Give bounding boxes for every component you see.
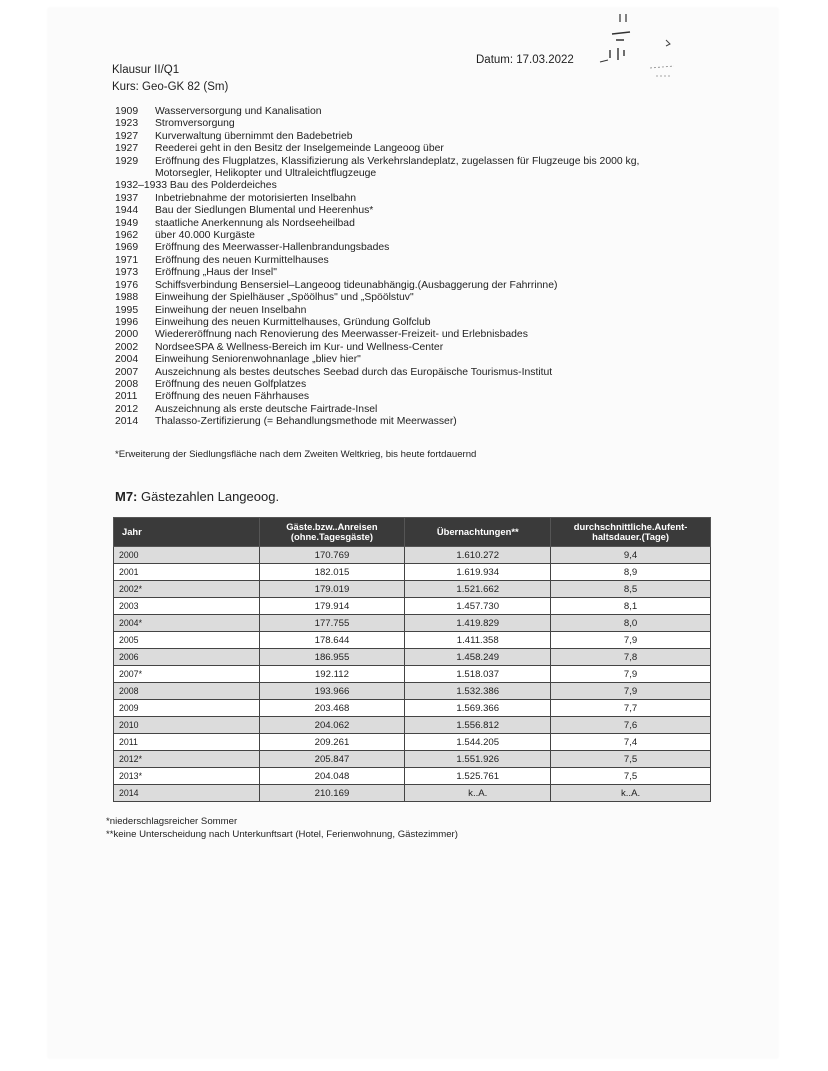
chronology-item [115,205,639,217]
chronology-list [115,106,639,429]
chronology-event: Bau der Siedlungen Blumental und Heerenhus* [155,205,374,217]
handwritten-scribble [590,10,680,80]
chronology-event: Einweihung der neuen Inselbahn [155,304,307,316]
chronology-item [115,168,639,180]
chronology-event: über 40.000 Kurgäste [155,230,255,242]
cell-jahr: 2003 [114,598,260,615]
cell-aufenthaltsdauer: 7,5 [551,751,711,768]
chronology-year: 1995 [115,304,139,316]
chronology-item [115,106,639,118]
chronology-item [115,255,639,267]
chronology-event: Thalasso-Zertifizierung (= Behandlungsmethode mit Meerwasser) [155,416,457,428]
chronology-event: Schiffsverbindung Bensersiel–Langeoog tideunabhängig.(Ausbaggerung der Fahrrinne) [155,279,558,291]
cell-gaeste: 209.261 [259,734,405,751]
chronology-year: 1937 [115,192,139,204]
cell-aufenthaltsdauer: 8,9 [551,564,711,581]
chronology-item [115,379,639,391]
cell-uebernachtungen: 1.556.812 [405,717,551,734]
cell-jahr: 2006 [114,649,260,666]
chronology-item [115,242,639,254]
chronology-event: Auszeichnung als erste deutsche Fairtrade-Insel [155,403,378,415]
cell-gaeste: 205.847 [259,751,405,768]
cell-jahr: 2007* [114,666,260,683]
footnote-2: **keine Unterscheidung nach Unterkunftsart (Hotel, Ferienwohnung, Gästezimmer) [106,828,458,840]
cell-jahr: 2013* [114,768,260,785]
chronology-year: 1932–1933 [115,180,168,192]
cell-aufenthaltsdauer: 7,8 [551,649,711,666]
chronology-event: Inbetriebnahme der motorisierten Inselbahn [155,192,357,204]
m7-label: M7: [115,489,138,504]
chronology-year: 1988 [115,292,139,304]
table-footnotes [106,816,458,841]
cell-gaeste: 192.112 [259,666,405,683]
table-row [114,768,711,785]
chronology-event: Eröffnung des Flugplatzes, Klassifizierung als Verkehrslandeplatz, zugelassen für Flugzeuge bis 2000 kg, [155,155,640,167]
chronology-event: Kurverwaltung übernimmt den Badebetrieb [155,130,353,142]
cell-gaeste: 178.644 [259,632,405,649]
cell-uebernachtungen: 1.551.926 [405,751,551,768]
table-row [114,700,711,717]
chronology-event: Eröffnung „Haus der Insel" [155,267,277,279]
chronology-item [115,404,639,416]
table-row [114,632,711,649]
chronology-item [115,416,639,428]
chronology-event: Eröffnung des neuen Golfplatzes [155,378,307,390]
chronology-event: Eröffnung des Meerwasser-Hallenbrandungsbades [155,242,390,254]
chronology-year: 1996 [115,316,139,328]
chronology-event: Bau des Polderdeiches [169,180,277,192]
cell-aufenthaltsdauer: 7,9 [551,666,711,683]
chronology-item [115,292,639,304]
chronology-year: 2014 [115,416,139,428]
cell-jahr: 2011 [114,734,260,751]
cell-jahr: 2005 [114,632,260,649]
header-aufenthaltsdauer: durchschnittliche.Aufent- haltsdauer.(Tage) [551,518,711,547]
chronology-year: 1923 [115,118,139,130]
chronology-year: 1973 [115,267,139,279]
cell-jahr: 2009 [114,700,260,717]
cell-gaeste: 203.468 [259,700,405,717]
footnote-1: *niederschlagsreicher Sommer [106,816,238,827]
chronology-event: Wasserversorgung und Kanalisation [155,106,322,117]
table-row [114,598,711,615]
cell-uebernachtungen: 1.544.205 [405,734,551,751]
chronology-year: 1929 [115,155,139,167]
cell-uebernachtungen: 1.458.249 [405,649,551,666]
chronology-footnote: *Erweiterung der Siedlungsfläche nach dem Zweiten Weltkrieg, bis heute fortdauernd [115,449,477,460]
cell-jahr: 2001 [114,564,260,581]
table-row [114,547,711,564]
chronology-year: 2004 [115,354,139,366]
cell-aufenthaltsdauer: 8,1 [551,598,711,615]
table-row [114,666,711,683]
cell-gaeste: 210.169 [259,785,405,802]
cell-aufenthaltsdauer: 8,0 [551,615,711,632]
table-row [114,785,711,802]
cell-jahr: 2000 [114,547,260,564]
chronology-year: 1962 [115,230,139,242]
chronology-item [115,230,639,242]
chronology-year: 1949 [115,217,139,229]
cell-uebernachtungen: 1.521.662 [405,581,551,598]
chronology-event: Einweihung Seniorenwohnanlage „bliev hier" [155,354,361,366]
cell-uebernachtungen: 1.525.761 [405,768,551,785]
table-row [114,649,711,666]
chronology-year: 1971 [115,254,139,266]
chronology-item [115,354,639,366]
cell-gaeste: 204.062 [259,717,405,734]
cell-jahr: 2004* [114,615,260,632]
cell-uebernachtungen: 1.419.829 [405,615,551,632]
course-header [112,62,228,96]
cell-jahr: 2002* [114,581,260,598]
chronology-year: 2000 [115,329,139,341]
chronology-year: 1909 [115,106,139,117]
cell-aufenthaltsdauer: 7,6 [551,717,711,734]
chronology-event: NordseeSPA & Wellness-Bereich im Kur- und Wellness-Center [155,341,444,353]
chronology-year: 1944 [115,205,139,217]
cell-uebernachtungen: 1.619.934 [405,564,551,581]
cell-aufenthaltsdauer: 7,9 [551,683,711,700]
cell-gaeste: 186.955 [259,649,405,666]
cell-uebernachtungen: k..A. [405,785,551,802]
table-row [114,615,711,632]
cell-aufenthaltsdauer: 7,9 [551,632,711,649]
cell-gaeste: 204.048 [259,768,405,785]
chronology-year: 1969 [115,242,139,254]
date-label: Datum: 17.03.2022 [476,54,574,66]
table-row [114,683,711,700]
chronology-item [115,180,639,192]
cell-aufenthaltsdauer: 7,4 [551,734,711,751]
chronology-year: 2008 [115,378,139,390]
chronology-year: 1927 [115,143,139,155]
cell-uebernachtungen: 1.532.386 [405,683,551,700]
table-row [114,581,711,598]
cell-gaeste: 193.966 [259,683,405,700]
cell-gaeste: 177.755 [259,615,405,632]
chronology-item [115,329,639,341]
course-label: Kurs: Geo-GK 82 (Sm) [112,81,229,93]
chronology-item [115,317,639,329]
cell-jahr: 2014 [114,785,260,802]
guest-statistics-table [113,517,711,802]
chronology-event: Einweihung der Spielhäuser „Spöölhus" und „Spöölstuv" [155,292,414,304]
chronology-event: Einweihung des neuen Kurmittelhauses, Gründung Golfclub [155,316,431,328]
cell-gaeste: 170.769 [259,547,405,564]
chronology-event: Wiedereröffnung nach Renovierung des Meerwasser-Freizeit- und Erlebnisbades [155,329,528,341]
chronology-event: Auszeichnung als bestes deutsches Seebad durch das Europäische Tourismus-Institut [155,366,553,378]
chronology-item [115,156,639,168]
chronology-year: 2012 [115,403,139,415]
cell-uebernachtungen: 1.518.037 [405,666,551,683]
chronology-item [115,342,639,354]
chronology-event: Reederei geht in den Besitz der Inselgemeinde Langeoog über [155,143,444,155]
chronology-item [115,267,639,279]
m7-title: Gästezahlen Langeoog. [141,489,280,504]
chronology-item [115,118,639,130]
chronology-event: Eröffnung des neuen Fährhauses [155,391,310,403]
chronology-event: Eröffnung des neuen Kurmittelhauses [155,254,329,266]
chronology-item [115,367,639,379]
chronology-item [115,131,639,143]
chronology-year: 2011 [115,391,138,403]
cell-gaeste: 182.015 [259,564,405,581]
cell-uebernachtungen: 1.569.366 [405,700,551,717]
table-header-row [114,518,711,547]
chronology-event: staatliche Anerkennung als Nordseeheilbad [155,217,355,229]
chronology-item [115,280,639,292]
cell-uebernachtungen: 1.411.358 [405,632,551,649]
chronology-item [115,305,639,317]
header-jahr: Jahr [114,518,260,547]
chronology-year: 1976 [115,279,139,291]
cell-jahr: 2012* [114,751,260,768]
cell-aufenthaltsdauer: 7,5 [551,768,711,785]
exam-label: Klausur II/Q1 [112,64,180,76]
chronology-item [115,391,639,403]
cell-jahr: 2008 [114,683,260,700]
table-row [114,564,711,581]
chronology-year: 1927 [115,130,139,142]
chronology-item [115,218,639,230]
chronology-item [115,143,639,155]
chronology-year: 2002 [115,341,139,353]
cell-uebernachtungen: 1.457.730 [405,598,551,615]
header-gaeste: Gäste.bzw..Anreisen (ohne.Tagesgäste) [259,518,405,547]
m7-heading [115,489,279,504]
table-row [114,751,711,768]
cell-gaeste: 179.914 [259,598,405,615]
cell-aufenthaltsdauer: 7,7 [551,700,711,717]
chronology-event: Motorsegler, Helikopter und Ultraleichtflugzeuge [155,168,377,180]
table-row [114,734,711,751]
chronology-item [115,193,639,205]
chronology-year: 2007 [115,366,139,378]
header-uebernachtungen: Übernachtungen** [405,518,551,547]
cell-gaeste: 179.019 [259,581,405,598]
table-row [114,717,711,734]
cell-aufenthaltsdauer: 9,4 [551,547,711,564]
cell-aufenthaltsdauer: k..A. [551,785,711,802]
cell-jahr: 2010 [114,717,260,734]
cell-uebernachtungen: 1.610.272 [405,547,551,564]
chronology-event: Stromversorgung [155,118,235,130]
cell-aufenthaltsdauer: 8,5 [551,581,711,598]
